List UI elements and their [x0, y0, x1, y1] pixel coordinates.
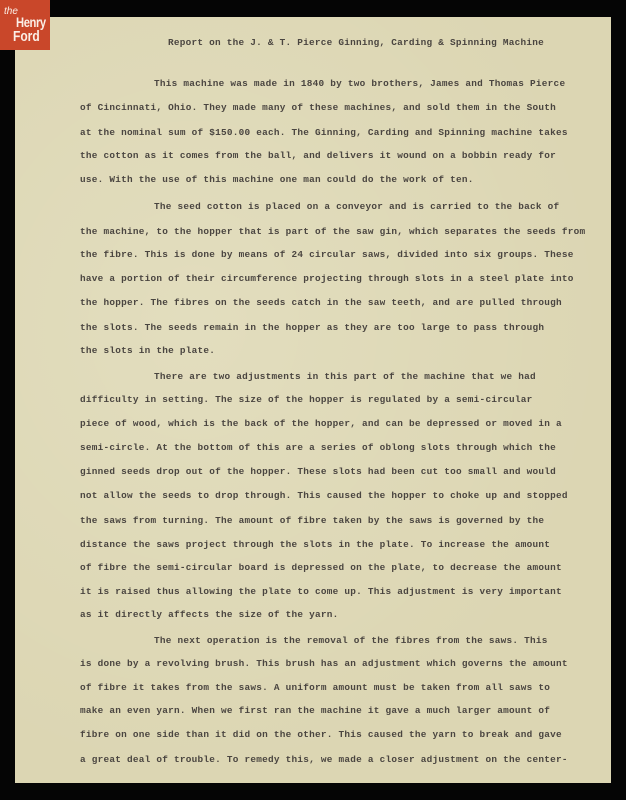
logo-text-henry: Henry: [16, 14, 46, 30]
text-line: There are two adjustments in this part of the machine that we had: [154, 371, 536, 382]
logo-text-the: the: [4, 6, 18, 17]
text-line: semi-circle. At the bottom of this are a series of oblong slots through which the: [80, 442, 556, 453]
text-line: make an even yarn. When we first ran the machine it gave a much larger amount of: [80, 705, 551, 716]
text-line: the hopper. The fibres on the seeds catch in the saw teeth, and are pulled through: [80, 297, 562, 308]
text-line: it is raised thus allowing the plate to come up. This adjustment is very important: [80, 586, 562, 597]
text-line: the saws from turning. The amount of fibre taken by the saws is governed by the: [80, 515, 545, 526]
text-line: use. With the use of this machine one man could do the work of ten.: [80, 174, 474, 185]
text-line: piece of wood, which is the back of the hopper, and can be depressed or moved in a: [80, 418, 562, 429]
text-line: The next operation is the removal of the fibres from the saws. This: [154, 635, 548, 646]
document-title: Report on the J. & T. Pierce Ginning, Carding & Spinning Machine: [168, 37, 545, 48]
text-line: the fibre. This is done by means of 24 circular saws, divided into six groups. These: [80, 249, 574, 260]
text-line: the machine, to the hopper that is part of the saw gin, which separates the seeds from: [80, 226, 586, 237]
text-line: This machine was made in 1840 by two brothers, James and Thomas Pierce: [154, 78, 566, 89]
text-line: the slots. The seeds remain in the hopper as they are too large to pass through: [80, 322, 545, 333]
henry-ford-logo: [0, 0, 50, 50]
text-line: the slots in the plate.: [80, 345, 216, 356]
text-line: is done by a revolving brush. This brush has an adjustment which governs the amount: [80, 658, 568, 669]
text-line: ginned seeds drop out of the hopper. These slots had been cut too small and would: [80, 466, 556, 477]
text-line: difficulty in setting. The size of the hopper is regulated by a semi-circular: [80, 394, 533, 405]
text-line: at the nominal sum of $150.00 each. The Ginning, Carding and Spinning machine takes: [80, 127, 568, 138]
text-line: fibre on one side than it did on the other. This caused the yarn to break and gave: [80, 729, 562, 740]
text-line: have a portion of their circumference projecting through slots in a steel plate into: [80, 273, 574, 284]
logo-text-ford: Ford: [13, 28, 40, 45]
text-line: of Cincinnati, Ohio. They made many of these machines, and sold them in the South: [80, 102, 556, 113]
text-line: not allow the seeds to drop through. This caused the hopper to choke up and stopped: [80, 490, 568, 501]
text-line: a great deal of trouble. To remedy this, we made a closer adjustment on the center-: [80, 754, 568, 765]
text-line: of fibre it takes from the saws. A uniform amount must be taken from all saws to: [80, 682, 551, 693]
text-line: The seed cotton is placed on a conveyor and is carried to the back of: [154, 201, 560, 212]
text-line: as it directly affects the size of the yarn.: [80, 609, 339, 620]
text-line: the cotton as it comes from the ball, and delivers it wound on a bobbin ready for: [80, 150, 556, 161]
text-line: of fibre the semi-circular board is depressed on the plate, to decrease the amount: [80, 562, 562, 573]
text-line: distance the saws project through the slots in the plate. To increase the amount: [80, 539, 551, 550]
